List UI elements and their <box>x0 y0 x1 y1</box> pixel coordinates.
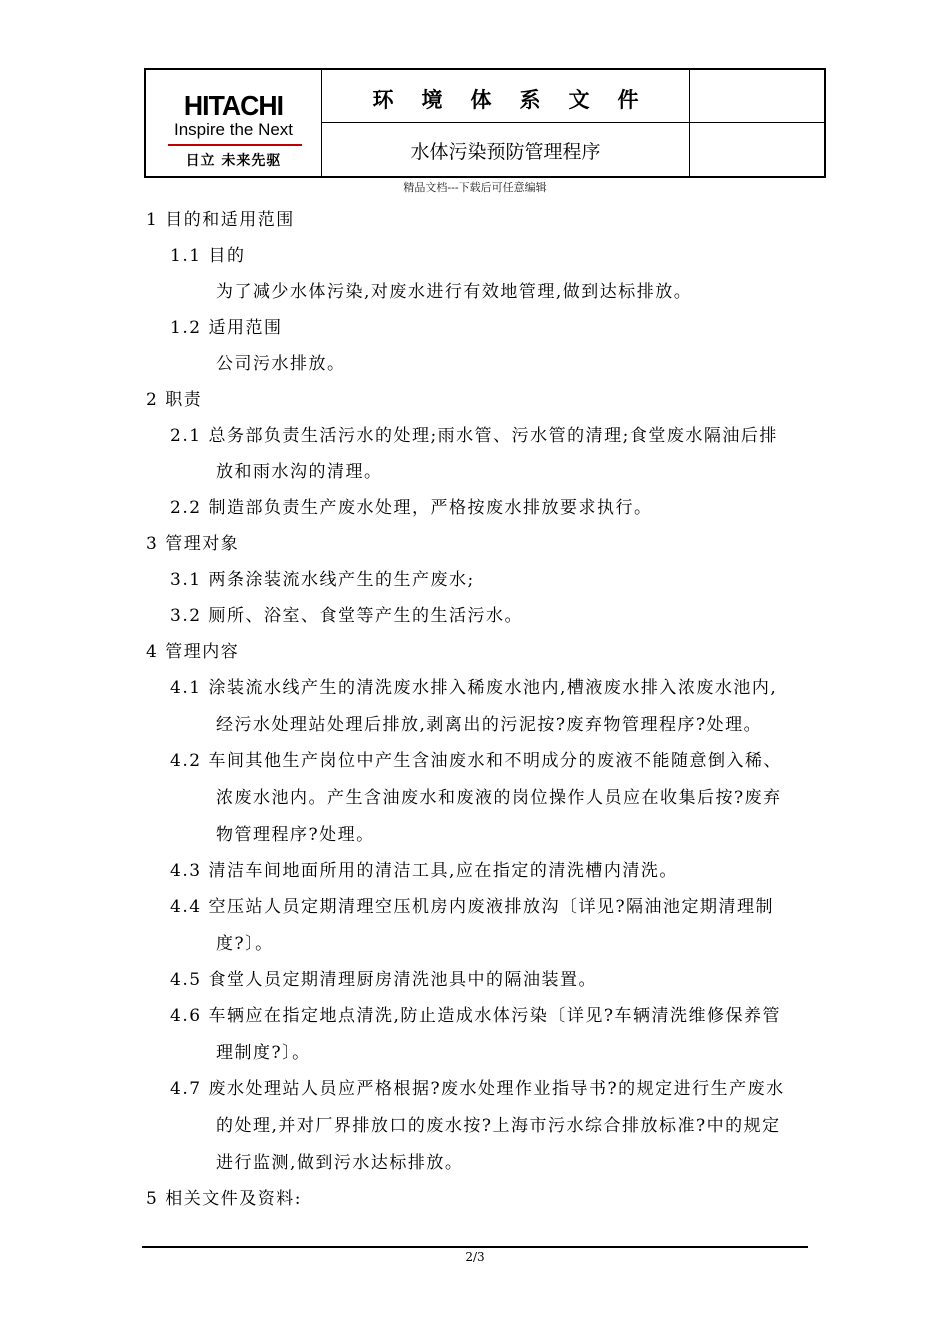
clause-continuation: 度?〕。 <box>216 934 274 954</box>
body-text: 公司污水排放。 <box>216 354 346 374</box>
doc-type-cell <box>322 70 690 123</box>
doc-title: 水体污染预防管理程序 <box>410 141 601 163</box>
clause-text: 2.2 制造部负责生产废水处理，严格按废水排放要求执行。 <box>170 498 653 518</box>
clause-text: 3.1 两条涂装流水线产生的生产废水; <box>170 570 475 590</box>
doc-title-cell <box>322 123 690 176</box>
hitachi-logo: HITACHI <box>183 90 284 121</box>
clause-text: 2.1 总务部负责生活污水的处理;雨水管、污水管的清理;食堂废水隔油后排 <box>170 426 778 446</box>
header-empty-cell <box>690 70 824 123</box>
section-heading: 4 管理内容 <box>146 642 240 662</box>
clause-continuation: 物管理程序?处理。 <box>216 825 375 845</box>
clause-text: 4.2 车间其他生产岗位中产生含油废水和不明成分的废液不能随意倒入稀、 <box>170 751 782 771</box>
clause-text: 4.7 废水处理站人员应严格根据?废水处理作业指导书?的规定进行生产废水 <box>170 1079 785 1099</box>
clause-continuation: 的处理,并对厂界排放口的废水按?上海市污水综合排放标准?中的规定 <box>216 1116 781 1136</box>
logo-red-rule <box>168 144 302 146</box>
subsection-heading: 1.1 目的 <box>170 246 246 266</box>
clause-continuation: 进行监测,做到污水达标排放。 <box>216 1153 464 1173</box>
clause-continuation: 经污水处理站处理后排放,剥离出的污泥按?废弃物管理程序?处理。 <box>216 715 763 735</box>
clause-text: 4.6 车辆应在指定地点清洗,防止造成水体污染〔详见?车辆清洗维修保养管 <box>170 1006 781 1026</box>
document-header-table <box>144 68 826 178</box>
clause-text: 3.2 厕所、浴室、食堂等产生的生活污水。 <box>170 606 523 626</box>
section-heading: 2 职责 <box>146 390 203 410</box>
logo-chinese-name: 日立 未来先驱 <box>185 153 282 169</box>
section-heading: 1 目的和适用范围 <box>146 210 295 230</box>
page-number: 2/3 <box>465 1250 485 1264</box>
watermark-text: 精品文档---下载后可任意编辑 <box>403 181 547 194</box>
clause-text: 4.5 食堂人员定期清理厨房清洗池具中的隔油装置。 <box>170 970 597 990</box>
clause-text: 4.4 空压站人员定期清理空压机房内废液排放沟〔详见?隔油池定期清理制 <box>170 897 775 917</box>
clause-continuation: 理制度?〕。 <box>216 1043 311 1063</box>
section-heading: 5 相关文件及资料: <box>146 1189 302 1209</box>
clause-continuation: 放和雨水沟的清理。 <box>216 462 383 482</box>
logo-tagline: Inspire the Next <box>173 120 294 139</box>
subsection-heading: 1.2 适用范围 <box>170 318 283 338</box>
section-heading: 3 管理对象 <box>146 534 240 554</box>
clause-continuation: 浓废水池内。产生含油废水和废液的岗位操作人员应在收集后按?废弃 <box>216 788 782 808</box>
doc-type-label: 环境体系文件 <box>372 88 667 112</box>
clause-text: 4.3 清洁车间地面所用的清洁工具,应在指定的清洗槽内清洗。 <box>170 861 678 881</box>
footer-rule <box>142 1246 808 1248</box>
logo-cell <box>146 70 322 176</box>
clause-text: 4.1 涂装流水线产生的清洗废水排入稀废水池内,槽液废水排入浓废水池内, <box>170 678 778 698</box>
body-text: 为了减少水体污染,对废水进行有效地管理,做到达标排放。 <box>216 282 693 302</box>
